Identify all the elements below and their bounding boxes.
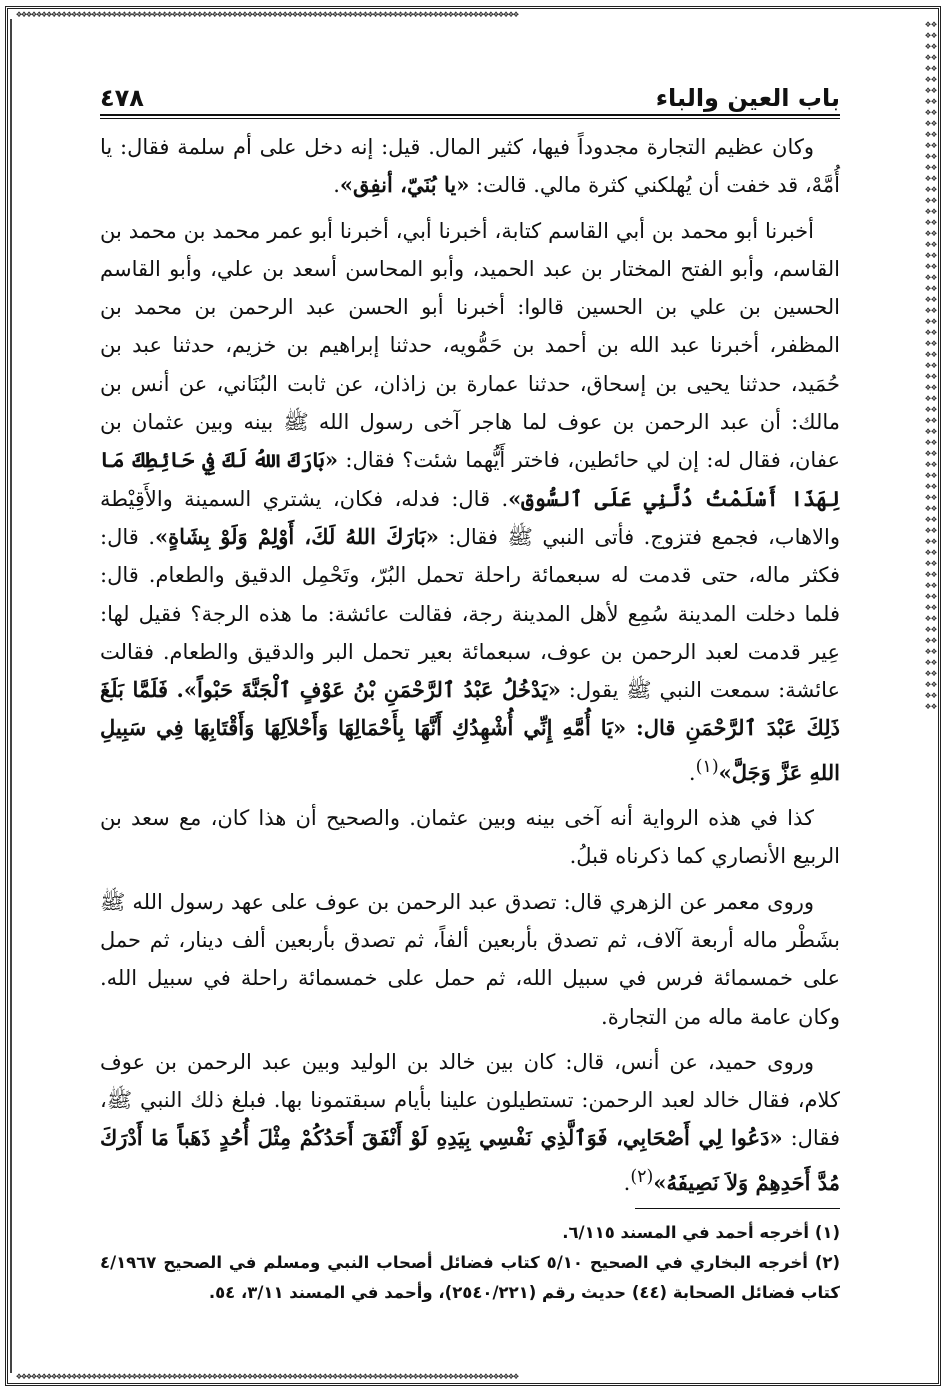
paragraph-2-quote-b: «بَارَكَ اللهُ لَكَ، أَوْلِمْ وَلَوْ بِشَاةٍ»	[155, 523, 439, 549]
border-left-line	[10, 19, 12, 1373]
ornamental-border-top: ❖❖❖❖❖❖❖❖❖❖❖❖❖❖❖❖❖❖❖❖❖❖❖❖❖❖❖❖❖❖❖❖❖❖❖❖❖❖❖❖❖❖❖❖❖❖❖❖❖❖❖❖❖❖❖❖❖❖❖❖❖❖❖❖❖❖❖❖❖❖❖❖❖❖❖❖❖❖❖❖❖❖❖❖❖❖❖❖❖❖❖❖❖❖❖❖❖❖❖❖	[16, 9, 519, 20]
paragraph-2-quote-c: «يَدْخُلُ عَبْدُ ٱلرَّحْمَنِ بْنُ عَوْفٍ ٱلْجَنَّةَ حَبْواً»	[183, 677, 561, 703]
paragraph-1-text: وكان عظيم التجارة مجدوداً فيها، كثير المال. قيل: إنه دخل على أم سلمة فقال: يا أُمَّهْ، قد خفت أن يُهلكني كثرة مالي. قالت:	[100, 135, 840, 198]
ornamental-border-right: ❖❖❖❖❖❖❖❖❖❖❖❖❖❖❖❖❖❖❖❖❖❖❖❖❖❖❖❖❖❖❖❖❖❖❖❖❖❖❖❖❖❖❖❖❖❖❖❖❖❖❖❖❖❖❖❖❖❖❖❖❖❖❖❖❖❖❖❖❖❖❖❖❖❖❖❖❖❖❖❖❖❖❖❖❖❖❖❖❖❖❖❖❖❖❖❖❖❖❖❖❖❖❖❖❖❖❖❖❖❖❖❖❖❖❖❖❖❖❖❖❖❖❖❖❖❖	[924, 19, 938, 712]
footnote-2: (٢) أخرجه البخاري في الصحيح ٥/١٠ كتاب فضائل أصحاب النبي ومسلم في الصحيح ٤/١٩٦٧ كتاب فضائل الصحابة (٤٤) حديث رقم (٢٥٤٠/٢٢١)، وأحمد في المسند ٣/١١، ٥٤.	[100, 1253, 840, 1302]
ornamental-border-bottom: ❖❖❖❖❖❖❖❖❖❖❖❖❖❖❖❖❖❖❖❖❖❖❖❖❖❖❖❖❖❖❖❖❖❖❖❖❖❖❖❖❖❖❖❖❖❖❖❖❖❖❖❖❖❖❖❖❖❖❖❖❖❖❖❖❖❖❖❖❖❖❖❖❖❖❖❖❖❖❖❖❖❖❖❖❖❖❖❖❖❖❖❖❖❖❖❖❖❖❖❖	[16, 1371, 519, 1382]
paragraph-1	[100, 128, 840, 205]
footnote-1: (١) أخرجه أحمد في المسند ٦/١١٥.	[562, 1223, 840, 1242]
paragraph-5	[100, 1043, 840, 1202]
paragraph-4: وروى معمر عن الزهري قال: تصدق عبد الرحمن بن عوف على عهد رسول الله ﷺ بشَطْر ماله أربعة آلاف، ثم تصدق بأربعين ألفاً، ثم تصدق بأربعين ألف دينار، ثم حمل على خمسمائة فرس في سبيل الله، ثم حمل على خمسمائة راحلة في سبيل الله. وكان عامة ماله من التجارة.	[100, 889, 840, 1029]
paragraph-2-text-c: . قال: فكثر ماله، حتى قدمت له سبعمائة راحلة تحمل البُرّ، وتَحْمِل الدقيق والطعام. قال: فلما دخلت المدينة سُمِع لأهل المدينة رجة، فقالت عائشة: ما هذه الرجة؟ فقيل لها: عِير قدمت لعبد الرحمن بن عوف، سبعمائة بعير تحمل البر والدقيق والطعام. فقالت عائشة: سمعت النبي ﷺ يقول:	[100, 524, 841, 703]
footnotes	[100, 1218, 840, 1308]
paragraph-5-quote: «دَعُوا لِي أَصْحَابِي، فَوَٱلَّذِي نَفْسِي بِيَدِهِ لَوْ أَنْفَقَ أَحَدُكُمْ مِثْلَ أُحُدٍ ذَهَباً مَا أَدْرَكَ مُدَّ أَحَدِهِمْ وَلاَ نَصِيفَهُ»	[100, 1125, 840, 1195]
chapter-title: باب العين والباء	[655, 84, 840, 112]
page-number: ٤٧٨	[100, 84, 144, 112]
paragraph-2	[100, 212, 840, 792]
paragraph-5-text: وروى حميد، عن أنس، قال: كان بين خالد بن الوليد وبين عبد الرحمن بن عوف كلام، فقال خالد لعبد الرحمن: تستطيلون علينا بأيام سبقتمونا بها. فبلغ ذلك النبي ﷺ، فقال:	[100, 1049, 840, 1151]
paragraph-2-text-a: أخبرنا أبو محمد بن أبي القاسم كتابة، أخبرنا أبي، أخبرنا أبو عمر محمد بن محمد بن القاسم، وأبو الفتح المختار بن عبد الحميد، وأبو المحاسن أسعد بن علي، وأبو القاسم الحسين بن علي بن الحسين قالوا: أخبرنا أبو الحسن عبد الرحمن بن محمد بن المظفر، أخبرنا عبد الله بن أحمد بن حَمُّويه، حدثنا إبراهيم بن خزيم، حدثنا عبد بن حُمَيد، حدثنا يحيى بن إسحاق، حدثنا عمارة بن زاذان، عن ثابت البُنَاني، عن أنس بن مالك: أن عبد الرحمن بن عوف لما هاجر آخى رسول الله ﷺ بينه وبين عثمان بن عفان، فقال له: إن لي حائطين، فاختر أَيُّهما شئت؟ فقال:	[100, 218, 840, 473]
footnote-ref-1: (١)	[695, 756, 719, 777]
page-content	[100, 0, 840, 1390]
footnote-ref-2: (٢)	[630, 1166, 654, 1187]
main-text	[100, 128, 840, 1209]
header-rule	[100, 114, 840, 119]
paragraph-2-text-d: . فَلَمَّا بَلَغَ ذَلِكَ عَبْدَ ٱلرَّحْمَنِ قال:	[100, 677, 840, 741]
paragraph-5-end: .	[623, 1170, 631, 1195]
running-header	[100, 78, 840, 112]
paragraph-1-quote: «يا بُنَيّ، أنفِق»	[339, 172, 470, 198]
footnote-separator	[635, 1208, 840, 1209]
paragraph-2-text-b: . قال: فدله، فكان، يشتري السمينة والأَقِيْطة والاهاب، فجمع فتزوج. فأتى النبي ﷺ فقال:	[100, 486, 840, 549]
paragraph-2-end: .	[688, 760, 696, 785]
paragraph-2-quote-a: «بَارَكَ اللهُ لَكَ فِي حَائِطِكَ مَا لِهَذَا أَسْلَمْتُ دُلَّنِي عَلَى ٱلسُّوق»	[100, 447, 840, 511]
paragraph-2-quote-d: «يَا أُمَّهِ إِنِّي أُشْهِدُكِ أَنَّهَا بِأَحْمَالِهَا وَأَحْلاَلِهَا وَأَقْتَابِهَا فِي سَبِيلِ اللهِ عَزَّ وَجَلَّ»	[100, 715, 840, 785]
paragraph-1-end: .	[333, 173, 340, 198]
paragraph-3: كذا في هذه الرواية أنه آخى بينه وبين عثمان. والصحيح أن هذا كان، مع سعد بن الربيع الأنصاري كما ذكرناه قبلُ.	[100, 806, 840, 869]
